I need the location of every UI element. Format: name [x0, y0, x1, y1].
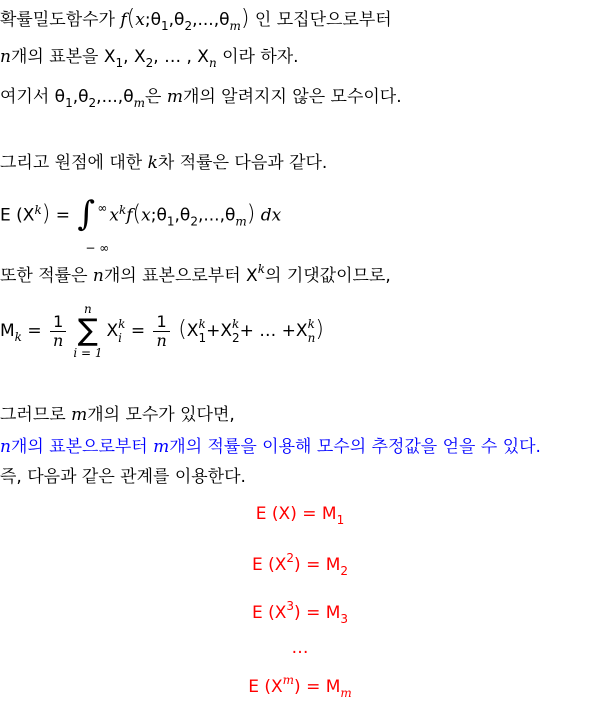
integral-upper: ∞: [97, 200, 108, 215]
text: ;: [144, 10, 151, 30]
math-x: x: [135, 10, 145, 30]
paren: (: [178, 317, 187, 342]
math-dx: dx: [260, 205, 282, 226]
math-n: n: [92, 266, 104, 286]
superscript: k: [118, 203, 127, 217]
text: M: [0, 321, 15, 341]
text: 의 기댓값이므로,: [265, 266, 391, 286]
math-m: m: [153, 437, 170, 457]
sum-lower: i = 1: [73, 346, 103, 360]
text: 개의 표본으로부터 X: [103, 266, 258, 286]
relation-ellipsis: [0, 636, 600, 660]
paren: ): [41, 201, 51, 227]
subscript: 1: [160, 19, 169, 33]
text: E (X: [251, 555, 287, 575]
subscript: 3: [340, 612, 349, 626]
text: ,...,θ: [197, 205, 236, 226]
superscript: k: [307, 317, 315, 331]
paragraph-1: [0, 8, 392, 37]
paren: ): [246, 201, 256, 227]
equation-moment-integral: [0, 190, 282, 255]
paren: ): [315, 317, 324, 342]
subscript: 2: [231, 331, 240, 345]
text: 인 모집단으로부터: [249, 10, 392, 30]
denominator: n: [153, 331, 169, 350]
math-k: k: [147, 153, 158, 173]
subscript: 1: [115, 56, 124, 70]
equals: =: [125, 321, 151, 341]
paren: (: [126, 6, 136, 31]
math-x: x: [141, 205, 151, 226]
text: 은: [144, 87, 167, 107]
summation: [73, 302, 102, 360]
paragraph-2: [0, 46, 299, 74]
text: 개의 알려지지 않은 모수이다.: [182, 87, 402, 107]
superscript: 3: [286, 599, 295, 613]
text: 여기서 θ: [0, 87, 66, 107]
subscript: k: [14, 330, 22, 344]
paragraph-3: [0, 86, 402, 114]
text: ) = M: [294, 555, 341, 575]
superscript: k: [198, 317, 206, 331]
integral-sign: ∫ ∞ − ∞: [75, 196, 109, 236]
subscript: m: [133, 96, 145, 110]
subscript: 2: [340, 564, 349, 578]
denominator: n: [50, 331, 66, 350]
subscript: 2: [184, 19, 193, 33]
fraction: [153, 313, 169, 350]
text: E (X) = M: [255, 504, 337, 524]
text: ,θ: [72, 87, 89, 107]
superscript: m: [282, 673, 295, 687]
text: X: [186, 321, 199, 341]
subscript: m: [235, 214, 247, 229]
theta: θ: [150, 10, 161, 30]
text: 개의 적률을 이용해 모수의 추정값을 얻을 수 있다.: [169, 437, 541, 457]
text: 개의 모수가 있다면,: [87, 405, 235, 425]
paren: (: [132, 201, 142, 227]
text: ,θ: [168, 10, 185, 30]
text: + … +X: [239, 321, 308, 341]
math-f: f: [126, 205, 133, 226]
relation-m: [0, 668, 600, 705]
script-stack: [198, 317, 206, 345]
text: , X: [123, 47, 146, 67]
text: 그리고 원점에 대한: [0, 153, 148, 173]
text: , … , X: [153, 47, 209, 67]
text: ,...,: [192, 10, 220, 30]
math-m: m: [166, 87, 183, 107]
superscript: k: [34, 203, 42, 217]
text: …: [291, 638, 309, 658]
superscript: k: [257, 262, 265, 276]
script-stack: [232, 317, 240, 345]
relation-1: [0, 502, 600, 532]
sum-upper: n: [84, 302, 92, 316]
math-n: n: [0, 47, 11, 67]
text: E (X: [0, 205, 35, 226]
equals: =: [50, 205, 76, 226]
paragraph-4: [0, 152, 327, 174]
relation-2: [0, 546, 600, 583]
fraction: [50, 313, 66, 350]
text: ;θ: [150, 205, 167, 226]
text: 개의 표본을 X: [10, 47, 116, 67]
text: 차 적률은 다음과 같다.: [157, 153, 328, 173]
sigma: ∑: [77, 313, 99, 348]
text: ) = M: [294, 603, 341, 623]
text: 또한 적률은: [0, 266, 93, 286]
text: X: [106, 321, 119, 341]
subscript: i: [118, 331, 122, 345]
math-m: m: [71, 405, 88, 425]
paragraph-8: [0, 466, 246, 488]
text: E (X: [248, 677, 283, 697]
text: E (X: [251, 603, 287, 623]
text: 그러므로: [0, 405, 72, 425]
text: 즉, 다음과 같은 관계를 이용한다.: [0, 467, 246, 487]
paren: ): [240, 6, 250, 31]
paragraph-6: [0, 404, 235, 426]
numerator: 1: [53, 311, 64, 331]
subscript: n: [307, 331, 316, 345]
subscript: n: [208, 56, 217, 70]
math-x: x: [109, 205, 119, 226]
integral-lower: − ∞: [85, 240, 110, 255]
subscript: 1: [65, 96, 73, 110]
text: ,θ: [174, 205, 191, 226]
subscript: 2: [88, 96, 97, 110]
relation-3: [0, 594, 600, 631]
paragraph-5: [0, 258, 391, 287]
text: +X: [206, 321, 232, 341]
text: ) = M: [294, 677, 341, 697]
subscript: m: [340, 686, 352, 700]
superscript: k: [118, 317, 126, 331]
numerator: 1: [156, 311, 167, 331]
text: 확률밀도함수가: [0, 10, 121, 30]
superscript: k: [231, 317, 240, 331]
math-f: f: [120, 10, 127, 30]
math-n: n: [0, 437, 11, 457]
text: 이라 하자.: [216, 47, 299, 67]
subscript: 1: [336, 513, 345, 527]
subscript: 2: [145, 56, 154, 70]
text: ,...,θ: [96, 87, 134, 107]
subscript: 2: [190, 214, 198, 229]
equals: =: [21, 321, 48, 341]
equation-sample-moment: [0, 292, 324, 375]
subscript: 1: [166, 214, 175, 229]
paragraph-7-highlight: [0, 436, 541, 458]
text: θ: [219, 10, 230, 30]
subscript: 1: [198, 331, 207, 345]
text: 개의 표본으로부터: [10, 437, 154, 457]
superscript: 2: [286, 551, 295, 565]
subscript: m: [229, 19, 241, 33]
